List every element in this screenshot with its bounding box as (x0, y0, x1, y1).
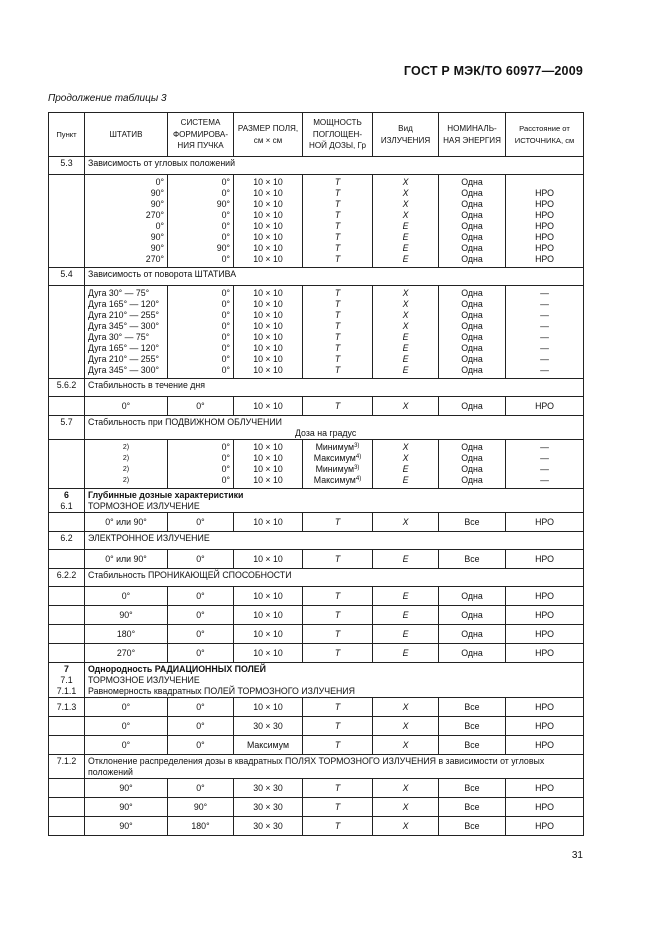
section-row (49, 489, 584, 513)
cell-energy: Все (439, 550, 506, 569)
cell-energy: Все (439, 798, 506, 817)
section-row (49, 532, 584, 550)
cell-radiation: X (373, 513, 439, 532)
cell-distance: НРО (506, 779, 584, 798)
cell-stand: 0° (85, 717, 168, 736)
clause-number: 6.2 (49, 532, 85, 550)
cell-radiation: X X X X E E E E (373, 286, 439, 379)
col-header-radiation-type: Вид ИЗЛУЧЕНИЯ (373, 113, 439, 157)
cell-distance: НРО (506, 698, 584, 717)
clause-number: 6.2.2 (49, 569, 85, 587)
cell-energy: Все (439, 779, 506, 798)
section-row (49, 416, 584, 440)
col-header-stand: ШТАТИВ (85, 113, 168, 157)
cell-stand: 90° (85, 779, 168, 798)
cell-stand: 270° (85, 644, 168, 663)
cell-beam: 0° (168, 644, 234, 663)
cell-field: 10 × 10 10 × 10 10 × 10 10 × 10 (234, 440, 303, 489)
cell-stand: 90° (85, 798, 168, 817)
cell-radiation: E (373, 644, 439, 663)
cell-dose: T (303, 625, 373, 644)
cell-radiation: X X E E (373, 440, 439, 489)
cell-distance: НРО (506, 644, 584, 663)
cell-beam: 0° (168, 698, 234, 717)
cell-beam: 0° (168, 625, 234, 644)
col-header-nominal-energy: НОМИНАЛЬ-НАЯ ЭНЕРГИЯ (439, 113, 506, 157)
cell-field: 10 × 10 (234, 644, 303, 663)
cell-energy: Все (439, 717, 506, 736)
cell-energy: Все (439, 736, 506, 755)
cell-energy: Одна (439, 625, 506, 644)
cell-radiation: X (373, 717, 439, 736)
cell-beam: 0° (168, 587, 234, 606)
section-row (49, 755, 584, 779)
cell-beam: 0° (168, 606, 234, 625)
cell-stand: 0° (85, 397, 168, 416)
cell-beam: 0° (168, 736, 234, 755)
cell-distance: НРО НРО НРО НРО НРО НРО НРО (506, 175, 584, 268)
table-row (49, 625, 584, 644)
cell-beam: 0° (168, 397, 234, 416)
section-row (49, 663, 584, 698)
cell-beam: 0° (168, 550, 234, 569)
cell-energy: Одна (439, 644, 506, 663)
cell-beam: 0° (168, 513, 234, 532)
cell-beam: 0° 0° 0° 0° (168, 440, 234, 489)
cell-energy: Одна (439, 397, 506, 416)
cell-distance: НРО (506, 587, 584, 606)
cell-field: 10 × 10 (234, 513, 303, 532)
col-header-dose-rate: МОЩНОСТЬ ПОГЛОЩЕН-НОЙ ДОЗЫ, Гр (303, 113, 373, 157)
cell-field: 10 × 10 (234, 625, 303, 644)
section-title: ЭЛЕКТРОННОЕ ИЗЛУЧЕНИЕ (85, 532, 584, 550)
cell-energy: Одна (439, 587, 506, 606)
cell-dose: T (303, 587, 373, 606)
table-header-row (49, 113, 584, 157)
cell-distance: НРО (506, 798, 584, 817)
clause-number: 7 7.1 7.1.1 (49, 663, 85, 698)
cell-radiation: X (373, 397, 439, 416)
cell-radiation: X (373, 798, 439, 817)
col-header-source-distance: Расстояние от ИСТОЧНИКА, см (506, 113, 584, 157)
cell-stand: 0° или 90° (85, 550, 168, 569)
cell-field: 10 × 10 (234, 550, 303, 569)
cell-energy: Все (439, 513, 506, 532)
cell-stand: Дуга 30° — 75° Дуга 165° — 120° Дуга 210° — 255° Дуга 345° — 300° Дуга 30° — 75° Дуга 165° — 120° Дуга 210° — 255° Дуга 345° — 300° (85, 286, 168, 379)
cell-beam: 0° (168, 717, 234, 736)
table-row (49, 606, 584, 625)
clause-number: 7.1.3 (49, 698, 85, 717)
cell-dose: T (303, 606, 373, 625)
cell-field: 30 × 30 (234, 779, 303, 798)
cell-dose: T (303, 717, 373, 736)
cell-radiation: E (373, 625, 439, 644)
requirements-table (48, 112, 584, 836)
cell-field: 10 × 10 (234, 587, 303, 606)
cell-radiation: E (373, 587, 439, 606)
section-title: Отклонение распределения дозы в квадратных ПОЛЯХ ТОРМОЗНОГО ИЗЛУЧЕНИЯ в зависимости от угловых положений (85, 755, 584, 779)
cell-beam: 0° (168, 779, 234, 798)
table-row (49, 513, 584, 532)
table-row (49, 397, 584, 416)
clause-number: 7.1.2 (49, 755, 85, 779)
cell-distance: НРО (506, 513, 584, 532)
table-row (49, 779, 584, 798)
section-title: Стабильность ПРОНИКАЮЩЕЙ СПОСОБНОСТИ (85, 569, 584, 587)
clause-number: 5.6.2 (49, 379, 85, 397)
cell-dose: T (303, 736, 373, 755)
cell-energy: Все (439, 817, 506, 836)
page-number: 31 (571, 850, 583, 861)
document-header: ГОСТ Р МЭК/ТО 60977—2009 (403, 64, 583, 78)
col-header-clause: Пункт (49, 113, 85, 157)
cell-stand: 0° (85, 698, 168, 717)
cell-dose: T (303, 698, 373, 717)
section-title: Зависимость от поворота ШТАТИВА (85, 268, 584, 286)
cell-stand: 90° (85, 817, 168, 836)
cell-field: 10 × 10 (234, 698, 303, 717)
table-row (49, 440, 584, 489)
cell-field: 10 × 10 10 × 10 10 × 10 10 × 10 10 × 10 10 × 10 10 × 10 10 × 10 (234, 286, 303, 379)
cell-field: 10 × 10 (234, 397, 303, 416)
cell-stand: 2) 2) 2) 2) (85, 440, 168, 489)
table-row (49, 736, 584, 755)
section-title: Стабильность при ПОДВИЖНОМ ОБЛУЧЕНИИ Доза на градус (85, 416, 584, 440)
cell-stand: 0° (85, 587, 168, 606)
cell-dose: T (303, 644, 373, 663)
cell-radiation: X (373, 736, 439, 755)
cell-distance: НРО (506, 606, 584, 625)
col-header-beam-system: СИСТЕМА ФОРМИРОВА-НИЯ ПУЧКА (168, 113, 234, 157)
clause-number: 5.4 (49, 268, 85, 286)
cell-energy: Одна Одна Одна Одна Одна Одна Одна Одна (439, 175, 506, 268)
cell-field: Максимум (234, 736, 303, 755)
cell-dose: T (303, 798, 373, 817)
cell-radiation: E (373, 550, 439, 569)
table-caption: Продолжение таблицы 3 (48, 93, 167, 104)
cell-field: 30 × 30 (234, 798, 303, 817)
cell-radiation: X X X X E E E E (373, 175, 439, 268)
section-title: Зависимость от угловых положений (85, 157, 584, 175)
cell-stand: 180° (85, 625, 168, 644)
table-row (49, 587, 584, 606)
section-row (49, 157, 584, 175)
cell-beam: 0° 0° 90° 0° 0° 0° 90° 0° (168, 175, 234, 268)
cell-dose: T (303, 550, 373, 569)
cell-dose: T T T T T T T T (303, 175, 373, 268)
table-row (49, 286, 584, 379)
section-row (49, 379, 584, 397)
table-row (49, 698, 584, 717)
clause-number: 6 6.1 (49, 489, 85, 513)
cell-dose: T (303, 397, 373, 416)
cell-field: 10 × 10 (234, 606, 303, 625)
cell-field: 30 × 30 (234, 817, 303, 836)
cell-distance: НРО (506, 736, 584, 755)
clause-number: 5.3 (49, 157, 85, 175)
table-row (49, 717, 584, 736)
table-row (49, 550, 584, 569)
cell-radiation: X (373, 698, 439, 717)
cell-stand: 0° (85, 736, 168, 755)
cell-distance: — — — — (506, 440, 584, 489)
cell-energy: Одна Одна Одна Одна Одна Одна Одна Одна (439, 286, 506, 379)
cell-beam: 0° 0° 0° 0° 0° 0° 0° 0° (168, 286, 234, 379)
section-subtitle: Доза на градус (295, 428, 357, 438)
cell-radiation: E (373, 606, 439, 625)
cell-stand: 90° (85, 606, 168, 625)
table-row (49, 644, 584, 663)
section-title: Однородность РАДИАЦИОННЫХ ПОЛЕЙ ТОРМОЗНОЕ ИЗЛУЧЕНИЕ Равномерность квадратных ПОЛЕЙ ТОРМОЗНОГО ИЗЛУЧЕНИЯ (85, 663, 584, 698)
cell-distance: НРО (506, 717, 584, 736)
cell-distance: — — — — — — — — (506, 286, 584, 379)
cell-radiation: X (373, 779, 439, 798)
cell-dose: T T T T T T T T (303, 286, 373, 379)
cell-energy: Все (439, 698, 506, 717)
cell-dose: T (303, 779, 373, 798)
cell-energy: Одна Одна Одна Одна (439, 440, 506, 489)
cell-dose: T (303, 513, 373, 532)
section-title: Глубинные дозные характеристики ТОРМОЗНОЕ ИЗЛУЧЕНИЕ (85, 489, 584, 513)
cell-beam: 180° (168, 817, 234, 836)
cell-dose: T (303, 817, 373, 836)
clause-number: 5.7 (49, 416, 85, 440)
cell-distance: НРО (506, 550, 584, 569)
cell-distance: НРО (506, 397, 584, 416)
section-title: Стабильность в течение дня (85, 379, 584, 397)
cell-field: 30 × 30 (234, 717, 303, 736)
table-row (49, 175, 584, 268)
cell-field: 10 × 10 10 × 10 10 × 10 10 × 10 10 × 10 10 × 10 10 × 10 10 × 10 (234, 175, 303, 268)
table-row (49, 817, 584, 836)
cell-beam: 90° (168, 798, 234, 817)
cell-distance: НРО (506, 817, 584, 836)
section-row (49, 268, 584, 286)
cell-stand: 0° 90° 90° 270° 0° 90° 90° 270° (85, 175, 168, 268)
col-header-field-size: РАЗМЕР ПОЛЯ, см × см (234, 113, 303, 157)
cell-radiation: X (373, 817, 439, 836)
table-row (49, 798, 584, 817)
cell-distance: НРО (506, 625, 584, 644)
section-row (49, 569, 584, 587)
cell-stand: 0° или 90° (85, 513, 168, 532)
cell-dose: Минимум$^{3)}$ Максимум$^{4)}$ Минимум$^{3)}$ Максимум$^{4)}$ (303, 440, 373, 489)
cell-energy: Одна (439, 606, 506, 625)
